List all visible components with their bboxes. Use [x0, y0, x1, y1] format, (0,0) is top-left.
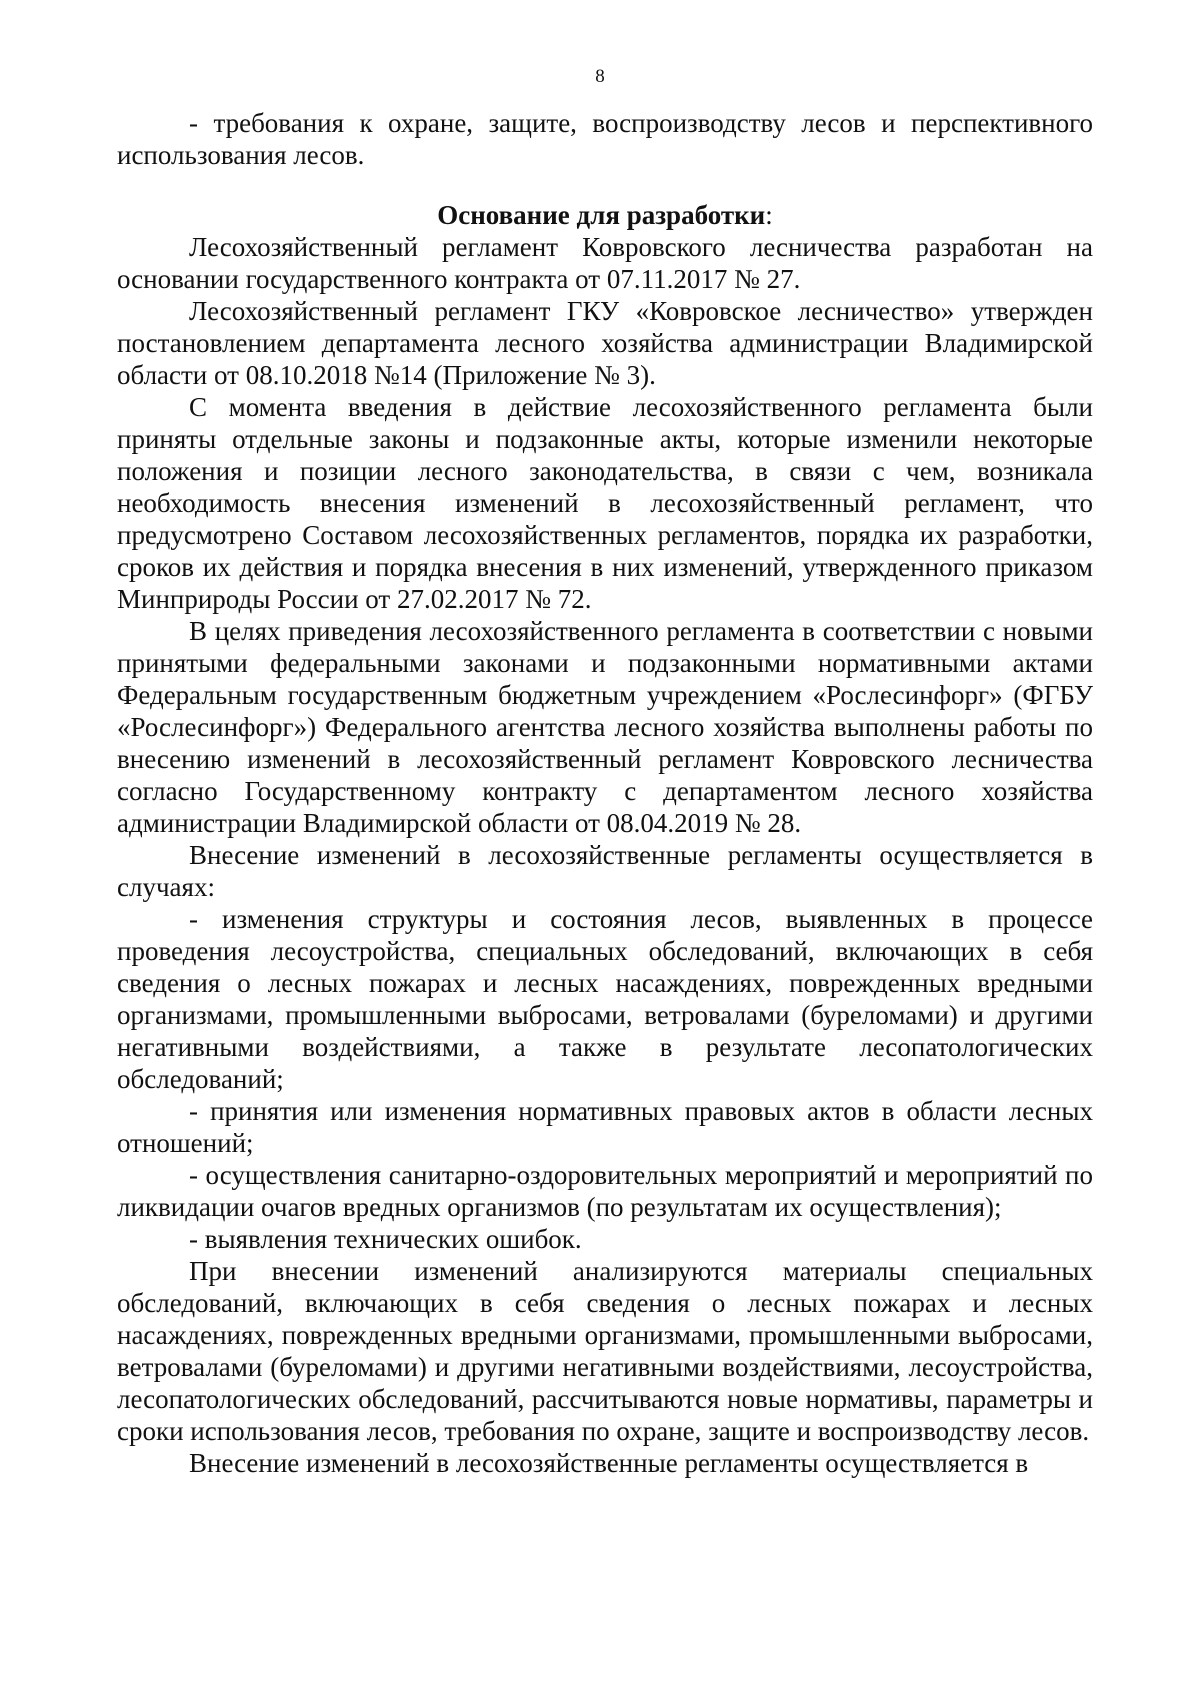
paragraph-legislation-changes: С момента введения в действие лесохозяйственного регламента были приняты отдельные законы и подзаконные акты, которые изменили некоторые положения и позиции лесного законодательства, в связи с чем, возникала необходимость внесения изменений в лесохозяйственный регламент, что предусмотрено Составом лесохозяйственных регламентов, порядка их разработки, сроков их действия и порядка внесения в них изменений, утвержденного приказом Минприроды России от 27.02.2017 № 72.: [117, 392, 1093, 614]
paragraph-analysis: При внесении изменений анализируются материалы специальных обследований, включающих в себя сведения о лесных пожарах и лесных насаждениях, поврежденных вредными организмами, промышленными выбросами, ветровалами (буреломами) и другими негативными воздействиями, лесоустройства, лесопатологических обследований, рассчитываются новые нормативы, параметры и сроки использования лесов, требования по охране, защите и воспроизводству лесов.: [117, 1256, 1093, 1446]
section-heading-title: Основание для разработки: [437, 200, 766, 230]
list-item-technical-errors: - выявления технических ошибок.: [189, 1224, 582, 1254]
section-heading: [117, 199, 1093, 231]
list-item-structure-changes: - изменения структуры и состояния лесов, выявленных в процессе проведения лесоустройства, специальных обследований, включающих в себя сведения о лесных пожарах и лесных насаждениях, поврежденных вредными организмами, промышленными выбросами, ветровалами (буреломами) и другими негативными воздействиями, а также в результате лесопатологических обследований;: [117, 904, 1093, 1094]
list-item-legal-acts: - принятия или изменения нормативных правовых актов в области лесных отношений;: [117, 1096, 1093, 1158]
paragraph-forest-requirements: - требования к охране, защите, воспроизводству лесов и перспективного использования лесов.: [117, 108, 1093, 170]
section-heading-colon: :: [765, 200, 773, 230]
page-number: 8: [595, 66, 605, 87]
paragraph-work-performed: В целях приведения лесохозяйственного регламента в соответствии с новыми принятыми федеральными законами и подзаконными нормативными актами Федеральным государственным бюджетным учреждением «Рослесинфорг» (ФГБУ «Рослесинфорг») Федерального агентства лесного хозяйства выполнены работы по внесению изменений в лесохозяйственный регламент Ковровского лесничества согласно Государственному контракту с департаментом лесного хозяйства администрации Владимирской области от 08.04.2019 № 28.: [117, 616, 1093, 838]
paragraph-approval: Лесохозяйственный регламент ГКУ «Ковровское лесничество» утвержден постановлением департамента лесного хозяйства администрации Владимирской области от 08.10.2018 №14 (Приложение № 3).: [117, 296, 1093, 390]
list-item-sanitary-measures: - осуществления санитарно-оздоровительных мероприятий и мероприятий по ликвидации очагов вредных организмов (по результатам их осуществления);: [117, 1160, 1093, 1222]
paragraph-cases-intro: Внесение изменений в лесохозяйственные регламенты осуществляется в случаях:: [117, 840, 1093, 902]
paragraph-contract-basis: Лесохозяйственный регламент Ковровского лесничества разработан на основании государственного контракта от 07.11.2017 № 27.: [117, 232, 1093, 294]
document-body: [117, 107, 1093, 1479]
paragraph-continuation: Внесение изменений в лесохозяйственные регламенты осуществляется в: [189, 1448, 1029, 1478]
